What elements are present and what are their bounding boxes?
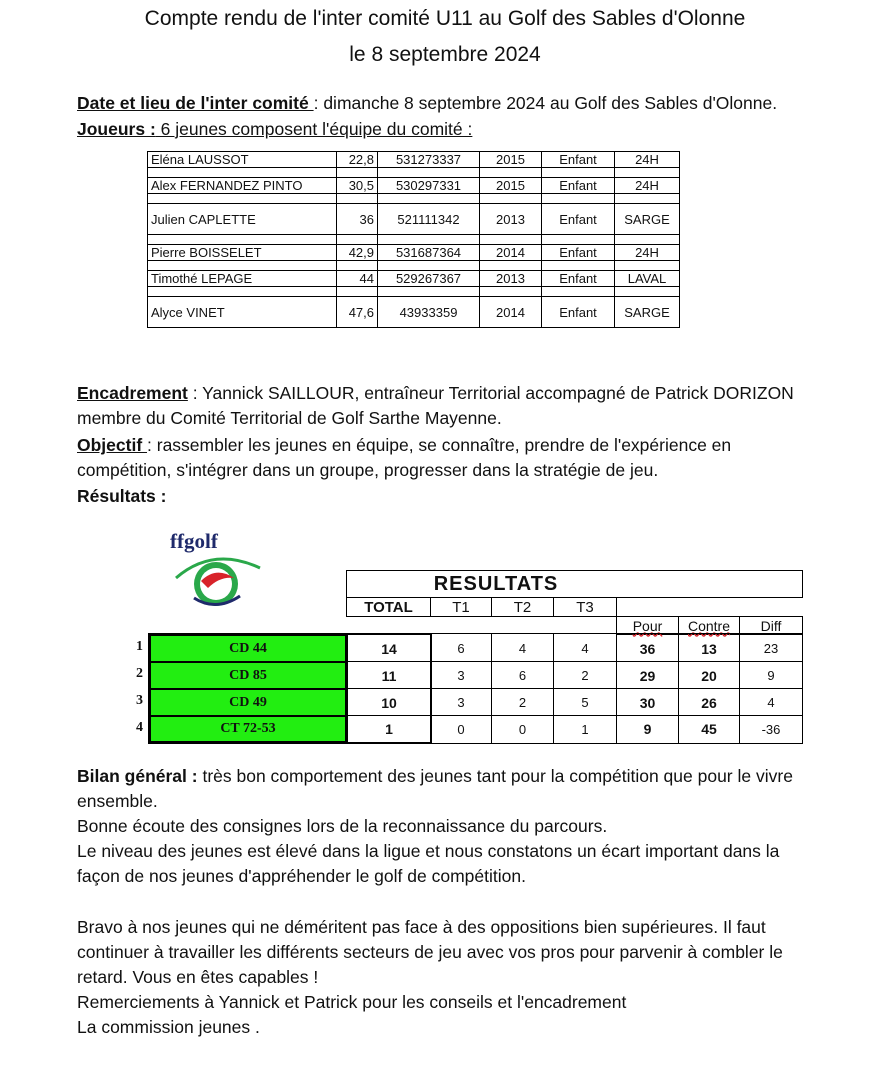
table-spacer-row — [148, 194, 680, 204]
table-spacer-row — [148, 287, 680, 297]
player-club: 24H — [615, 245, 680, 261]
player-license: 43933359 — [378, 297, 480, 328]
objective-text-2: compétition, s'intégrer dans un groupe, progresser dans la stratégie de jeu. — [77, 460, 659, 480]
staff-text-2: membre du Comité Territorial de Golf Sarthe Mayenne. — [77, 408, 502, 428]
team-pour: 30 — [639, 694, 656, 711]
team-t3: 5 — [581, 695, 589, 710]
player-name: Alex FERNANDEZ PINTO — [148, 178, 337, 194]
header-contre: Contre — [687, 617, 731, 634]
players-paragraph — [77, 117, 877, 142]
rank-number: 3 — [136, 693, 143, 708]
staff-label: Encadrement — [77, 383, 188, 403]
player-name: Julien CAPLETTE — [148, 204, 337, 235]
team-total: 11 — [381, 667, 397, 684]
player-index: 36 — [337, 204, 378, 235]
table-row — [148, 271, 680, 287]
date-text: : dimanche 8 septembre 2024 au Golf des Sables d'Olonne. — [313, 93, 778, 113]
team-name: CD 49 — [150, 689, 346, 716]
table-row — [148, 245, 680, 261]
player-year: 2014 — [480, 245, 542, 261]
rank-number: 2 — [136, 666, 143, 681]
players-text: 6 jeunes composent l'équipe du comité : — [155, 119, 473, 139]
team-contre: 20 — [701, 667, 717, 684]
player-club: 24H — [615, 178, 680, 194]
player-license: 531687364 — [378, 245, 480, 261]
date-label: Date et lieu de l'inter comité — [77, 93, 314, 113]
player-club: LAVAL — [615, 271, 680, 287]
summary-line-9: Remerciements à Yannick et Patrick pour les conseils et l'encadrement — [77, 992, 627, 1012]
team-contre: 13 — [701, 640, 717, 657]
ffgolf-logo — [168, 526, 278, 611]
player-category: Enfant — [542, 204, 615, 235]
team-t2: 4 — [518, 641, 527, 656]
table-row — [148, 178, 680, 194]
results-label: Résultats : — [77, 486, 167, 506]
team-t1: 3 — [457, 668, 465, 683]
player-club: SARGE — [615, 204, 680, 235]
summary-line-2: ensemble. — [77, 791, 158, 811]
team-diff: 9 — [767, 668, 775, 683]
objective-text-1: : rassembler les jeunes en équipe, se connaître, prendre de l'expérience en — [147, 435, 732, 455]
player-index: 47,6 — [337, 297, 378, 328]
logo-brand-text: ffgolf — [170, 529, 218, 553]
summary-line-6: Bravo à nos jeunes qui ne déméritent pas face à des oppositions bien supérieures. Il faut — [77, 917, 766, 937]
team-total: 14 — [381, 640, 397, 657]
team-t1: 6 — [457, 641, 465, 656]
team-pour: 29 — [639, 667, 656, 684]
team-t1: 0 — [457, 721, 465, 737]
header-t1: T1 — [452, 598, 470, 616]
summary-line-10: La commission jeunes . — [77, 1017, 260, 1037]
objective-label: Objectif — [77, 435, 148, 455]
player-license: 531273337 — [378, 152, 480, 168]
team-t1: 3 — [457, 695, 465, 710]
table-row — [148, 152, 680, 168]
player-category: Enfant — [542, 245, 615, 261]
player-index: 44 — [337, 271, 378, 287]
summary-paragraph — [77, 764, 877, 889]
header-diff: Diff — [760, 617, 782, 634]
team-t3: 4 — [581, 641, 589, 656]
player-category: Enfant — [542, 178, 615, 194]
team-contre: 26 — [701, 694, 717, 711]
player-license: 529267367 — [378, 271, 480, 287]
table-row — [148, 297, 680, 328]
summary-line-1: très bon comportement des jeunes tant pour la compétition que pour le vivre — [197, 766, 793, 786]
team-t3: 1 — [581, 721, 589, 737]
player-year: 2013 — [480, 204, 542, 235]
summary-label: Bilan général : — [77, 766, 198, 786]
player-club: 24H — [615, 152, 680, 168]
team-diff: 4 — [767, 695, 775, 710]
player-category: Enfant — [542, 271, 615, 287]
header-total: TOTAL — [364, 598, 413, 616]
team-name: CT 72-53 — [150, 716, 346, 742]
header-pour: Pour — [632, 617, 663, 634]
date-paragraph — [77, 91, 877, 116]
team-pour: 9 — [643, 721, 652, 737]
summary-line-3: Bonne écoute des consignes lors de la reconnaissance du parcours. — [77, 816, 608, 836]
table-spacer-row — [148, 235, 680, 245]
doc-title-line1: Compte rendu de l'inter comité U11 au Golf des Sables d'Olonne — [144, 7, 746, 30]
team-name: CD 85 — [150, 662, 346, 689]
player-category: Enfant — [542, 152, 615, 168]
doc-title-line2: le 8 septembre 2024 — [349, 43, 541, 66]
team-diff: 23 — [763, 641, 779, 656]
player-index: 30,5 — [337, 178, 378, 194]
ffgolf-logo-icon — [168, 526, 278, 611]
player-name: Alyce VINET — [148, 297, 337, 328]
player-category: Enfant — [542, 297, 615, 328]
team-t2: 2 — [518, 695, 527, 710]
team-diff: -36 — [761, 721, 781, 737]
staff-paragraph — [77, 381, 877, 431]
team-t3: 2 — [581, 668, 589, 683]
player-year: 2014 — [480, 297, 542, 328]
player-name: Pierre BOISSELET — [148, 245, 337, 261]
players-label: Joueurs : — [77, 119, 156, 139]
player-index: 42,9 — [337, 245, 378, 261]
staff-text-1: : Yannick SAILLOUR, entraîneur Territorial accompagné de Patrick DORIZON — [187, 383, 794, 403]
players-table — [147, 151, 680, 328]
header-t3: T3 — [576, 598, 594, 616]
player-name: Timothé LEPAGE — [148, 271, 337, 287]
summary-line-8: retard. Vous en êtes capables ! — [77, 967, 319, 987]
team-t2: 0 — [518, 721, 527, 737]
table-spacer-row — [148, 168, 680, 178]
player-name: Eléna LAUSSOT — [148, 152, 337, 168]
objective-paragraph — [77, 433, 877, 483]
summary-line-4: Le niveau des jeunes est élevé dans la ligue et nous constatons un écart important dans la — [77, 841, 780, 861]
table-row — [148, 204, 680, 235]
team-total: 1 — [385, 721, 393, 737]
summary-line-5: façon de nos jeunes d'appréhender le golf de compétition. — [77, 866, 526, 886]
player-license: 530297331 — [378, 178, 480, 194]
closing-paragraph — [77, 915, 877, 1040]
table-spacer-row — [148, 261, 680, 271]
player-year: 2015 — [480, 178, 542, 194]
rank-number: 1 — [136, 639, 143, 654]
rank-number: 4 — [136, 720, 143, 735]
results-title: RESULTATS — [433, 572, 559, 595]
summary-line-7: continuer à travailler les différents secteurs de jeu avec vos pros pour parvenir à combler le — [77, 942, 783, 962]
team-pour: 36 — [639, 640, 656, 657]
player-club: SARGE — [615, 297, 680, 328]
player-year: 2015 — [480, 152, 542, 168]
player-year: 2013 — [480, 271, 542, 287]
team-contre: 45 — [701, 721, 717, 737]
player-license: 521111342 — [378, 204, 480, 235]
team-name: CD 44 — [150, 635, 346, 662]
team-total: 10 — [381, 694, 397, 711]
team-t2: 6 — [518, 668, 527, 683]
player-index: 22,8 — [337, 152, 378, 168]
header-t2: T2 — [513, 598, 532, 616]
